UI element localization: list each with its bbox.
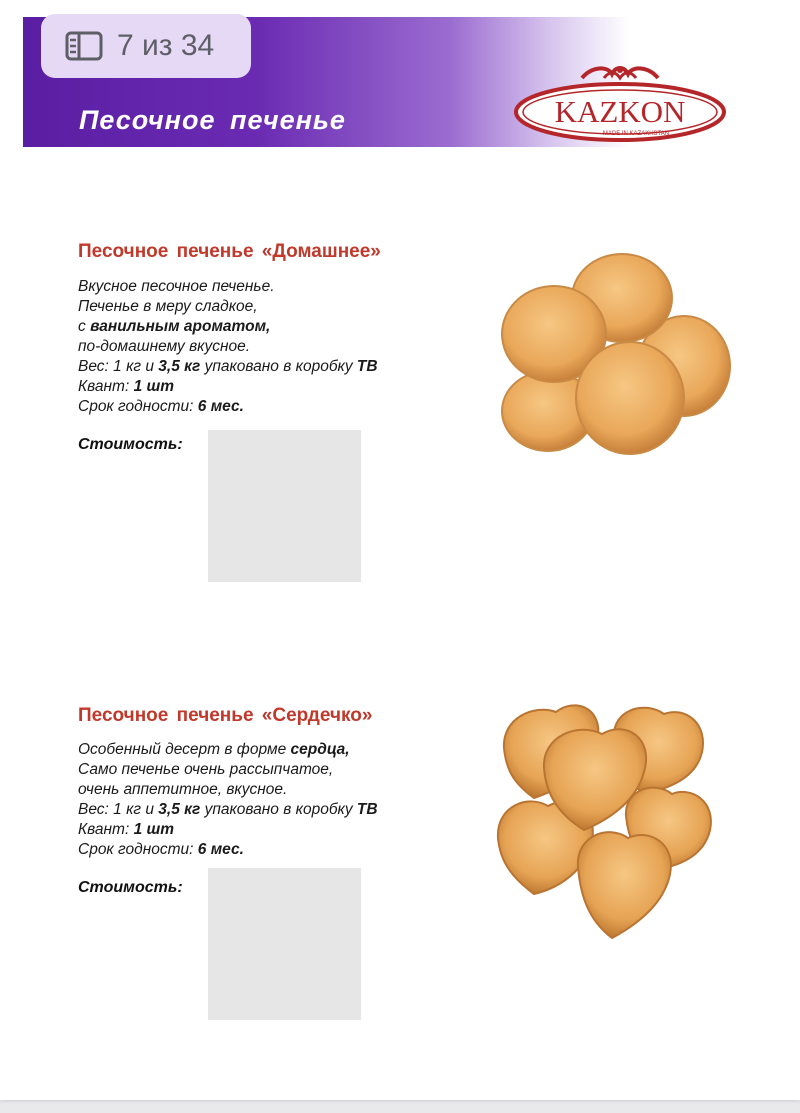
bold-text: 3,5 кг	[158, 358, 201, 375]
bold-text: ТВ	[356, 358, 378, 375]
bold-text: ТВ	[356, 801, 378, 818]
text: Квант:	[78, 821, 134, 838]
description-line	[78, 740, 378, 760]
bold-text: 6 мес.	[197, 841, 244, 858]
sidebar-icon	[65, 31, 103, 61]
page-title: Песочное печенье	[79, 105, 346, 135]
text: Срок годности:	[78, 398, 198, 415]
description-line	[78, 277, 378, 297]
text: Печенье в меру сладкое,	[78, 298, 258, 315]
text: Само печенье очень рассыпчатое,	[78, 761, 334, 778]
logo-text: KAZKON	[554, 94, 686, 129]
product-title: Песочное печенье «Сердечко»	[78, 705, 373, 726]
description-line	[78, 840, 378, 860]
text: упаковано в коробку	[200, 358, 357, 375]
price-placeholder	[208, 868, 361, 1020]
text: Срок годности:	[78, 841, 198, 858]
text: очень аппетитное, вкусное.	[78, 781, 288, 798]
description-line	[78, 317, 378, 337]
bold-text: 1 шт	[133, 378, 175, 395]
price-placeholder	[208, 430, 361, 582]
text: Квант:	[78, 378, 134, 395]
round-cookies-image	[476, 236, 742, 466]
description-line	[78, 377, 378, 397]
heart-cookies-image	[494, 698, 722, 944]
product-title: Песочное печенье «Домашнее»	[78, 241, 381, 262]
description-line	[78, 397, 378, 417]
bold-text: 3,5 кг	[158, 801, 201, 818]
description-line	[78, 297, 378, 317]
bold-text: сердца,	[290, 741, 350, 758]
text: Особенный десерт в форме	[78, 741, 291, 758]
bold-text: 6 мес.	[197, 398, 244, 415]
kazkon-logo	[512, 64, 728, 146]
description-line	[78, 357, 378, 377]
text: Вес: 1 кг и	[78, 358, 159, 375]
description-line	[78, 760, 378, 780]
text: Вкусное песочное печенье.	[78, 278, 275, 295]
logo-tagline: MADE IN KAZAKHSTAN	[602, 131, 670, 137]
description-line	[78, 337, 378, 357]
page-indicator-button[interactable]	[41, 14, 251, 78]
bold-text: ванильным ароматом,	[90, 318, 271, 335]
product-description	[78, 277, 378, 417]
text: Вес: 1 кг и	[78, 801, 159, 818]
description-line	[78, 800, 378, 820]
text: по-домашнему вкусное.	[78, 338, 251, 355]
description-line	[78, 780, 378, 800]
page-indicator-text: 7 из 34	[117, 29, 215, 62]
price-label: Стоимость:	[78, 879, 183, 896]
text: упаковано в коробку	[200, 801, 357, 818]
product-description	[78, 740, 378, 860]
price-label: Стоимость:	[78, 436, 183, 453]
description-line	[78, 820, 378, 840]
text: с	[78, 318, 91, 335]
bold-text: 1 шт	[133, 821, 175, 838]
